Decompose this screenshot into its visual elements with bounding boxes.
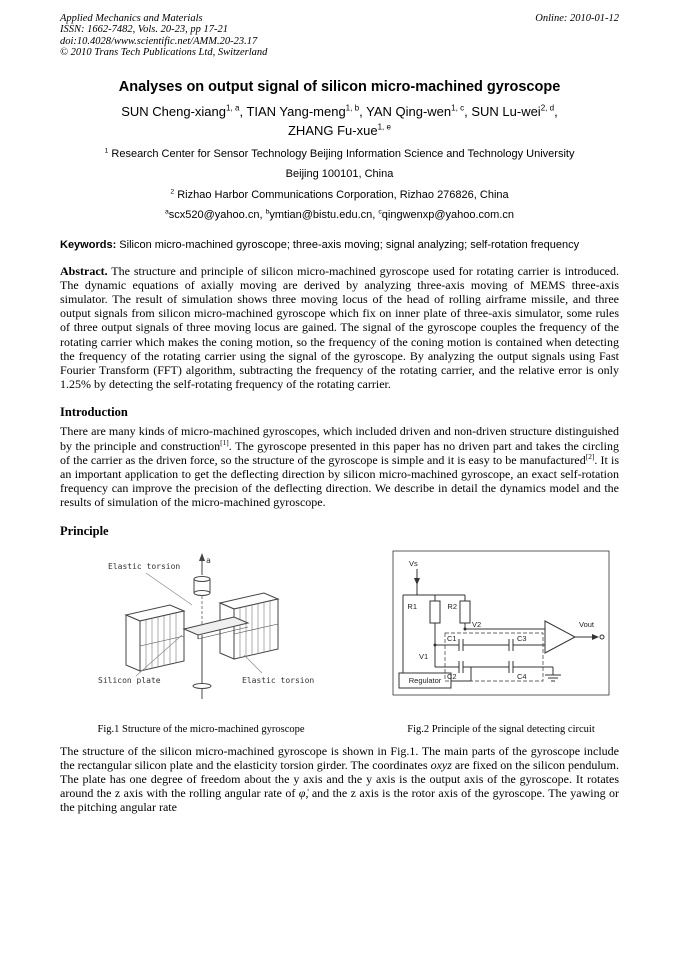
resistor-r2 (460, 601, 470, 623)
ground-icon (545, 675, 561, 681)
author-affmark: 1, c (451, 103, 465, 113)
figure-1 (72, 549, 330, 736)
coordinate-symbol: oxyz (430, 757, 452, 772)
vs-label: Vs (409, 558, 418, 568)
author-affmark: 1, b (345, 103, 360, 113)
v2-label: V2 (472, 619, 482, 629)
section-heading-introduction: Introduction (60, 405, 128, 420)
author: ZHANG Fu-xue$^{1, e}$ (287, 122, 391, 138)
affiliation-2: $^2$ Rizhao Harbor Communications Corporation, Rizhao 276826, China (170, 187, 509, 201)
journal-info (60, 13, 267, 59)
figure-row (60, 549, 619, 736)
output-arrow-icon (592, 634, 599, 640)
silicon-plate-label: Silicon plate (98, 675, 161, 685)
elastic-torsion-bottom-label: Elastic torsion (242, 675, 315, 685)
phi-dot-symbol: φ̇ (298, 786, 306, 801)
author: SUN Cheng-xiang$^{1, a}$, (121, 103, 247, 119)
r2-label: R2 (447, 601, 457, 611)
c4-label: C4 (517, 671, 527, 681)
journal-doi: doi:10.4028/www.scientific.net/AMM.20-23.17 (60, 35, 258, 47)
journal-header (60, 13, 619, 59)
author-affmark: 1, a (226, 103, 240, 113)
keywords-text: Silicon micro-machined gyroscope; three-axis moving; signal analyzing; self-rotation frequency (116, 238, 580, 251)
author: TIAN Yang-meng$^{1, b}$, (246, 103, 367, 119)
journal-issn: ISSN: 1662-7482, Vols. 20-23, pp 17-21 (60, 24, 228, 36)
c2-label: C2 (447, 671, 457, 681)
author-line (60, 102, 619, 140)
r1-label: R1 (407, 601, 417, 611)
affiliation-1-city: Beijing 100101, China (285, 167, 394, 180)
affiliation-1: $^1$ Research Center for Sensor Technology Beijing Information Science and Technology University (104, 146, 575, 160)
journal-copyright: © 2010 Trans Tech Publications Ltd, Switzerland (60, 47, 268, 59)
section-heading-principle: Principle (60, 523, 109, 538)
figure-1-caption: Fig.1 Structure of the micro-machined gyroscope (97, 723, 305, 735)
keywords-block (60, 238, 619, 252)
email: $^a$scx520@yahoo.cn, (164, 207, 266, 221)
up-arrow-icon (199, 553, 205, 561)
structure-paragraph: The structure of the silicon micro-machined gyroscope is shown in Fig.1. The main parts of the gyroscope include the rectangular silicon plate and the elasticity torsion girder. The coordinates oxyz are fixed on the silicon pendulum. The plate has one degree of freedom about the y axis and the y axis is the output axis of the gyroscope. It rotates around the z axis with the rolling angular rate of φ̇, and the z axis is the rotor axis of the gyroscope. The yawing or the pitching angular rate (60, 743, 620, 815)
author-emails (60, 209, 619, 222)
author-affmark: 2, d (540, 103, 555, 113)
abstract-label: Abstract. (60, 263, 108, 278)
gyroscope-structure-drawing (72, 549, 330, 719)
down-arrow-icon (414, 578, 420, 585)
citation-1: [1] (220, 437, 229, 447)
abstract-text: The structure and principle of silicon micro-machined gyroscope used for rotating carrier is introduced. The dynamic equations of axially moving are derived by analyzing three-axis moving of MEMS three-axis simulator. The result of simulation shows three moving locus of the head of rolling airframe missile, and three output signals from silicon micro-machined gyroscope which fix on inner plate of three-axis simulator, some rules of three output signals of three moving locus are gained. The signal of the gyroscope couples the frequency of the rotating carrier which makes the coning motion, so the frequency of the coning motion is contained when detecting the frequency of the rotating carrier using the signal of the gyroscope. By analyzing the output signals using Fast Fourier Transform (FFT) algorithm, subtracting the frequency of the rotating carrier, and the relative error is only 1.25% by detecting the self-rotating frequency of the rotating carrier. (60, 263, 619, 392)
axis-a-label: a (206, 555, 211, 565)
author-affmark: 1, e (377, 122, 391, 132)
affiliation-marker: 2 (170, 187, 175, 195)
introduction-paragraph: There are many kinds of micro-machined gyroscopes, which included driven and non-driven structure distinguished by the principle and construction[1]. The gyroscope presented in this paper has no driven part and takes the circling of the carrier as the driven force, so the structure of the gyroscope is simple and it is easy to be manufactured[2]. It is an important application to get the deflecting direction by silicon micro-machined gyroscope, an exact self-rotation frequency can improve the precision of the deflecting direction. We describe in detail the dynamics model and the results of simulation of the micro-machined gyroscope. (60, 424, 619, 510)
author: SUN Lu-wei$^{2, d}$, (471, 103, 558, 119)
vout-label: Vout (579, 619, 595, 629)
signal-circuit-drawing (387, 549, 615, 719)
resistor-r1 (430, 601, 440, 623)
figure-2 (387, 549, 615, 736)
circuit-lines (393, 551, 609, 695)
paper-title: Analyses on output signal of silicon micro-machined gyroscope (118, 78, 561, 95)
capacitor-group-box (445, 633, 543, 681)
op-amp-triangle (545, 621, 575, 653)
email: $^b$ymtian@bistu.edu.cn, (265, 207, 379, 221)
journal-title: Applied Mechanics and Materials (60, 13, 203, 24)
elastic-torsion-top-label: Elastic torsion (108, 561, 181, 571)
c3-label: C3 (517, 633, 527, 643)
c1-label: C1 (447, 633, 457, 643)
figure-2-caption: Fig.2 Principle of the signal detecting circuit (407, 723, 595, 735)
keywords-label: Keywords: (60, 238, 117, 251)
email: $^c$qingwenxp@yahoo.com.cn (378, 207, 515, 221)
author: YAN Qing-wen$^{1, c}$, (366, 103, 472, 119)
affiliation-marker: 1 (104, 146, 109, 154)
citation-2: [2] (585, 451, 595, 461)
abstract-paragraph (60, 264, 619, 392)
online-date: Online: 2010-01-12 (535, 13, 619, 24)
v1-label: V1 (419, 651, 429, 661)
regulator-label: Regulator (408, 675, 442, 685)
